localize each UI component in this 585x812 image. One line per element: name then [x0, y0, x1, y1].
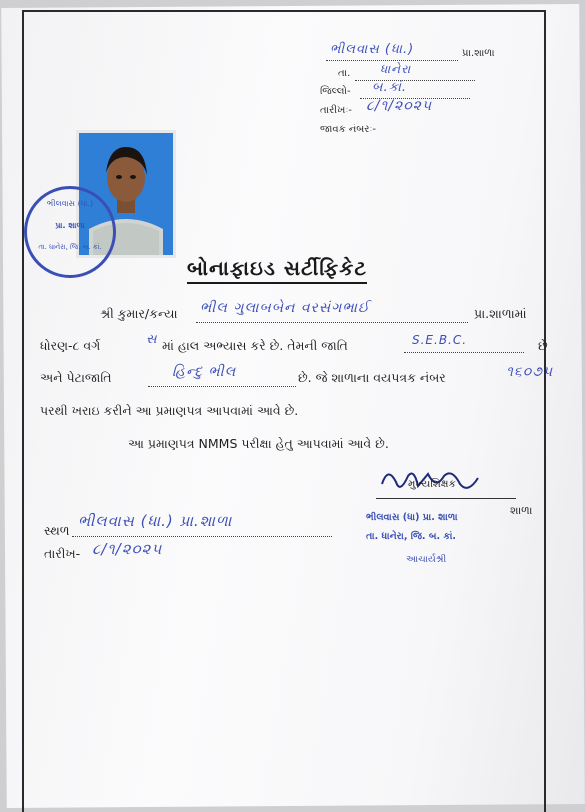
register-number: ૧૬૦૭૫ — [506, 364, 554, 380]
line2-suffix: છે — [538, 338, 548, 353]
headmaster-label: મુખ્યશિક્ષક — [408, 478, 456, 490]
school-label: શાળા — [510, 504, 533, 517]
place-label: સ્થળ — [44, 523, 70, 538]
place-line — [72, 536, 332, 537]
student-name: ભીલ ગુલાબબેન વરસંગભાઈ — [200, 300, 370, 316]
place-value: ભીલવાસ (ધા.) પ્રા.શાળા — [78, 512, 233, 530]
subcaste-line — [148, 386, 296, 387]
school-suffix: પ્રા.શાળા — [462, 48, 495, 59]
line2-mid: માં હાલ અભ્યાસ કરે છે. તેમની જાતિ — [162, 338, 348, 353]
subcaste-value: હિન્દુ ભીલ — [172, 364, 237, 380]
taluka-label: તા. — [338, 68, 351, 79]
line1-suffix: પ્રા.શાળામાં — [474, 306, 527, 321]
line4: પરથી ખરાઇ કરીને આ પ્રમાણપત્ર આપવામાં આવે છે. — [40, 403, 299, 418]
date-value: ૮/૧/૨૦૨૫ — [366, 98, 433, 114]
school-name-handwritten: ભીલવાસ (ધા.) — [330, 42, 415, 57]
line1-prefix: શ્રી કુમાર/કન્યા — [100, 306, 178, 321]
date-label: તારીખઃ- — [320, 105, 352, 116]
taluka-value: ધાનેરા — [380, 62, 412, 76]
student-name-line — [196, 322, 468, 323]
line3-prefix: અને પેટાજાતિ — [40, 370, 112, 385]
caste-value: S.E.B.C. — [412, 333, 468, 347]
school-name-line — [326, 60, 458, 61]
district-label: જિલ્લો- — [320, 86, 351, 97]
principal-stamp: ભીલવાસ (ધા) પ્રા. શાળા તા. ધાનેરા, જિ. બ. કાં. આચાર્યશ્રી — [366, 512, 458, 565]
signature-line — [376, 498, 516, 499]
caste-line — [404, 352, 524, 353]
footer-date-label: તારીખ- — [44, 546, 81, 561]
outward-label: જાવક નંબરઃ- — [320, 124, 376, 135]
line3-mid: છે. જે શાળાના વયપત્રક નંબર — [298, 370, 446, 385]
school-round-stamp: ભીલવાસ (ધા.) પ્રા. શાળા તા. ધાનેરા, જિ. બ. કાં. — [24, 186, 116, 278]
certificate-title: બોનાફાઇડ સર્ટીફિકેટ — [187, 256, 367, 284]
district-value: બ.કાં. — [372, 80, 408, 95]
line2-prefix: ધોરણ-૮ વર્ગ — [40, 338, 101, 353]
footer-date-value: ૮/૧/૨૦૨૫ — [92, 540, 163, 558]
line5: આ પ્રમાણપત્ર NMMS પરીક્ષા હેતુ આપવામાં આવે છે. — [128, 436, 389, 451]
class-value: સ — [146, 332, 158, 347]
